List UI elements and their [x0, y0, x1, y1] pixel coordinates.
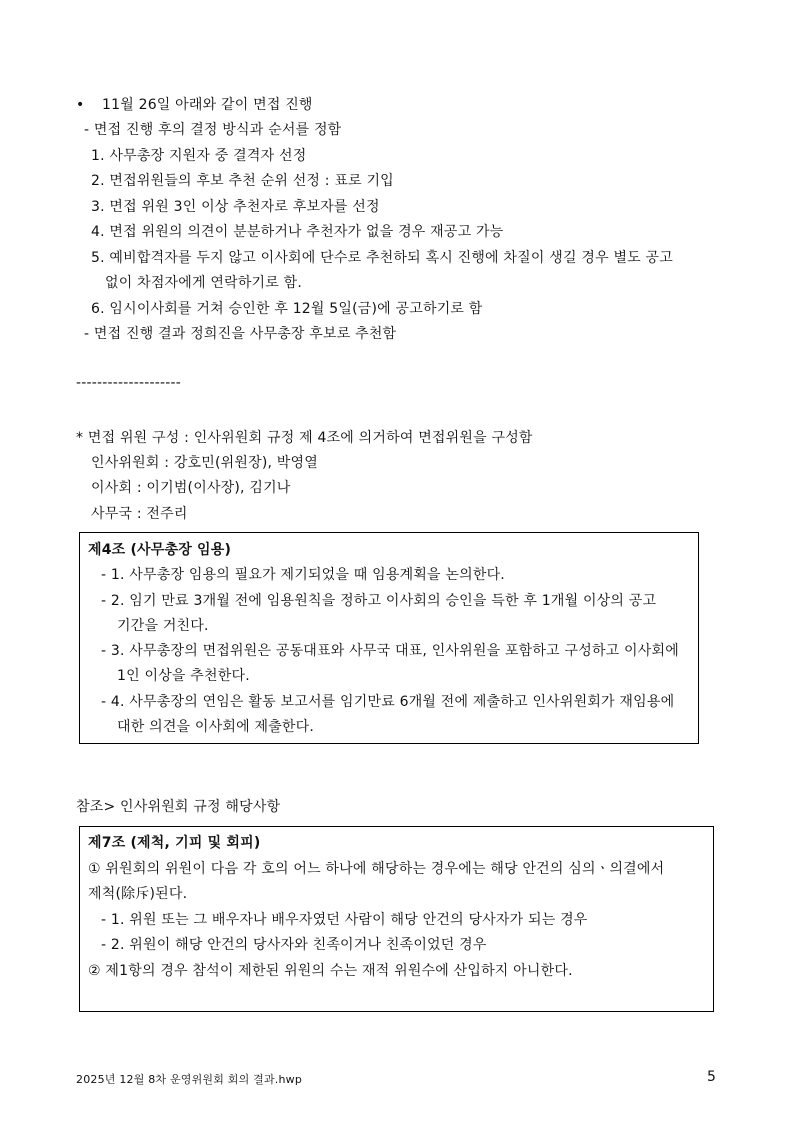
article7-item-2: - 2. 위원이 해당 안건의 당사자와 친족이거나 친족이었던 경우	[101, 937, 487, 953]
intro-sub-result: - 면접 진행 결과 정희진을 사무총장 후보로 추천함	[84, 326, 397, 342]
bullet-marker: •	[76, 97, 85, 113]
step-6: 6. 임시이사회를 거쳐 승인한 후 12월 5일(금)에 공고하기로 함	[91, 301, 483, 317]
panel-hr-committee: 인사위원회 : 강호민(위원장), 박영열	[91, 455, 318, 471]
article4-line-4-cont: 대한 의견을 이사회에 제출한다.	[117, 719, 315, 735]
article4-line-1: - 1. 사무총장 임용의 필요가 제기되었을 때 임용계획을 논의한다.	[101, 567, 505, 583]
intro-sub-decision: - 면접 진행 후의 결정 방식과 순서를 정함	[84, 122, 342, 138]
article4-line-4: - 4. 사무총장의 연임은 활동 보고서를 임기만료 6개월 전에 제출하고 인사위원회가 재임용에	[101, 694, 675, 710]
intro-headline: 11월 26일 아래와 같이 면접 진행	[102, 97, 313, 113]
reference-label: 참조> 인사위원회 규정 해당사항	[76, 799, 281, 815]
step-4: 4. 면접 위원의 의견이 분분하거나 추천자가 없을 경우 재공고 가능	[91, 224, 504, 240]
page-number: 5	[707, 1069, 717, 1085]
footer-filename: 2025년 12월 8차 운영위원회 회의 결과.hwp	[76, 1073, 303, 1086]
panel-composition: * 면접 위원 구성 : 인사위원회 규정 제 4조에 의거하여 면접위원을 구성함	[76, 430, 533, 446]
article7-item-1: - 1. 위원 또는 그 배우자나 배우자였던 사람이 해당 안건의 당사자가 되는 경우	[101, 912, 588, 928]
article4-line-2: - 2. 임기 만료 3개월 전에 임용원칙을 정하고 이사회의 승인을 득한 후 1개월 이상의 공고	[101, 593, 657, 609]
step-2: 2. 면접위원들의 후보 추천 순위 선정 : 표로 기입	[91, 173, 394, 189]
panel-secretariat: 사무국 : 전주리	[91, 506, 188, 522]
step-1: 1. 사무총장 지원자 중 결격자 선정	[91, 148, 307, 164]
article4-title: 제4조 (사무총장 임용)	[88, 542, 232, 558]
step-5: 5. 예비합격자를 두지 않고 이사회에 단수로 추천하되 혹시 진행에 차질이 생길 경우 별도 공고	[91, 250, 673, 266]
article4-line-2-cont: 기간을 거친다.	[117, 618, 209, 634]
panel-board: 이사회 : 이기범(이사장), 김기나	[91, 480, 291, 496]
step-3: 3. 면접 위원 3인 이상 추천자로 후보자를 선정	[91, 199, 380, 215]
dashed-separator: --------------------	[76, 375, 182, 391]
article7-para-1-cont: 제척(除斥)된다.	[88, 886, 188, 902]
article4-line-3-cont: 1인 이상을 추천한다.	[117, 668, 250, 684]
article4-box	[79, 532, 699, 744]
step-5-continued: 없이 차점자에게 연락하기로 함.	[105, 275, 303, 291]
article4-line-3: - 3. 사무총장의 면접위원은 공동대표와 사무국 대표, 인사위원을 포함하고 구성하고 이사회에	[101, 643, 679, 659]
article7-para-1: ① 위원회의 위원이 다음 각 호의 어느 하나에 해당하는 경우에는 해당 안건의 심의ㆍ의결에서	[88, 861, 665, 877]
article7-title: 제7조 (제척, 기피 및 회피)	[88, 835, 261, 851]
article7-para-2: ② 제1항의 경우 참석이 제한된 위원의 수는 재적 위원수에 산입하지 아니한다.	[88, 963, 573, 979]
